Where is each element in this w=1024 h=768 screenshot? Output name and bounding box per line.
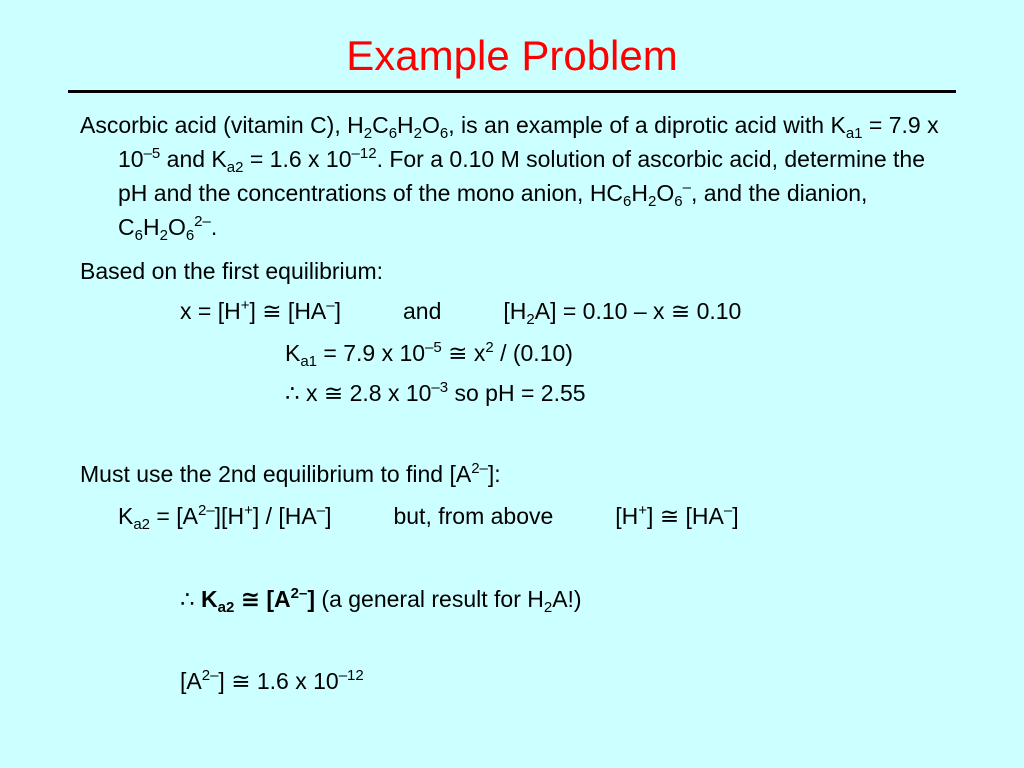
title-divider (68, 90, 956, 93)
slide-title: Example Problem (346, 32, 678, 79)
ph-result: ∴ x ≅ 2.8 x $10^{-3}$ so pH = 2.55 (285, 379, 586, 406)
second-equilibrium-heading: Must use the 2nd equilibrium to find $[A^{2-}]$: (80, 460, 501, 487)
problem-statement (80, 108, 960, 244)
ka1-expression: $K_{a1} = 7.9$ x $10^{-5}$ ≅ $x^2 / (0.10)$ (285, 339, 573, 370)
general-result-bold: $K_{a2}$ ≅ $[A^{2-}]$ (201, 585, 316, 616)
dianion-result: $[A^{2-}]$ ≅ 1.6 x $10^{-12}$ (180, 667, 364, 694)
ka2-expression: $K_{a2} = [A^{2-}][H^+] / [HA^-]$ but, from above [H+] ≅ [HA–] (118, 502, 739, 533)
first-equilibrium-heading: Based on the first equilibrium: (80, 258, 383, 284)
first-equilibrium-line: x = [H+] ≅ [HA–] and $[H_2A] = 0.10 - x$ ≅ 0.10 (180, 297, 742, 328)
general-result: ∴ $K_{a2}$ ≅ $[A^{2-}]$ (a general result for $H_2A$!) (180, 585, 582, 616)
problem-paragraph: Ascorbic acid (vitamin C), $H_2C_6H_2O_6$, is an example of a diprotic acid with $K_{a1} = 7.9$ x $10^{-5}$ and $K_{a2} = 1.6$ x $10^{-12}$. For a 0.10 M solution of ascorbic acid, determine the pH and the concentrations of the mono anion, $HC_6H_2O_6^-$, and the dianion, $C_6H_2O_6^{2-}$. (80, 112, 939, 244)
